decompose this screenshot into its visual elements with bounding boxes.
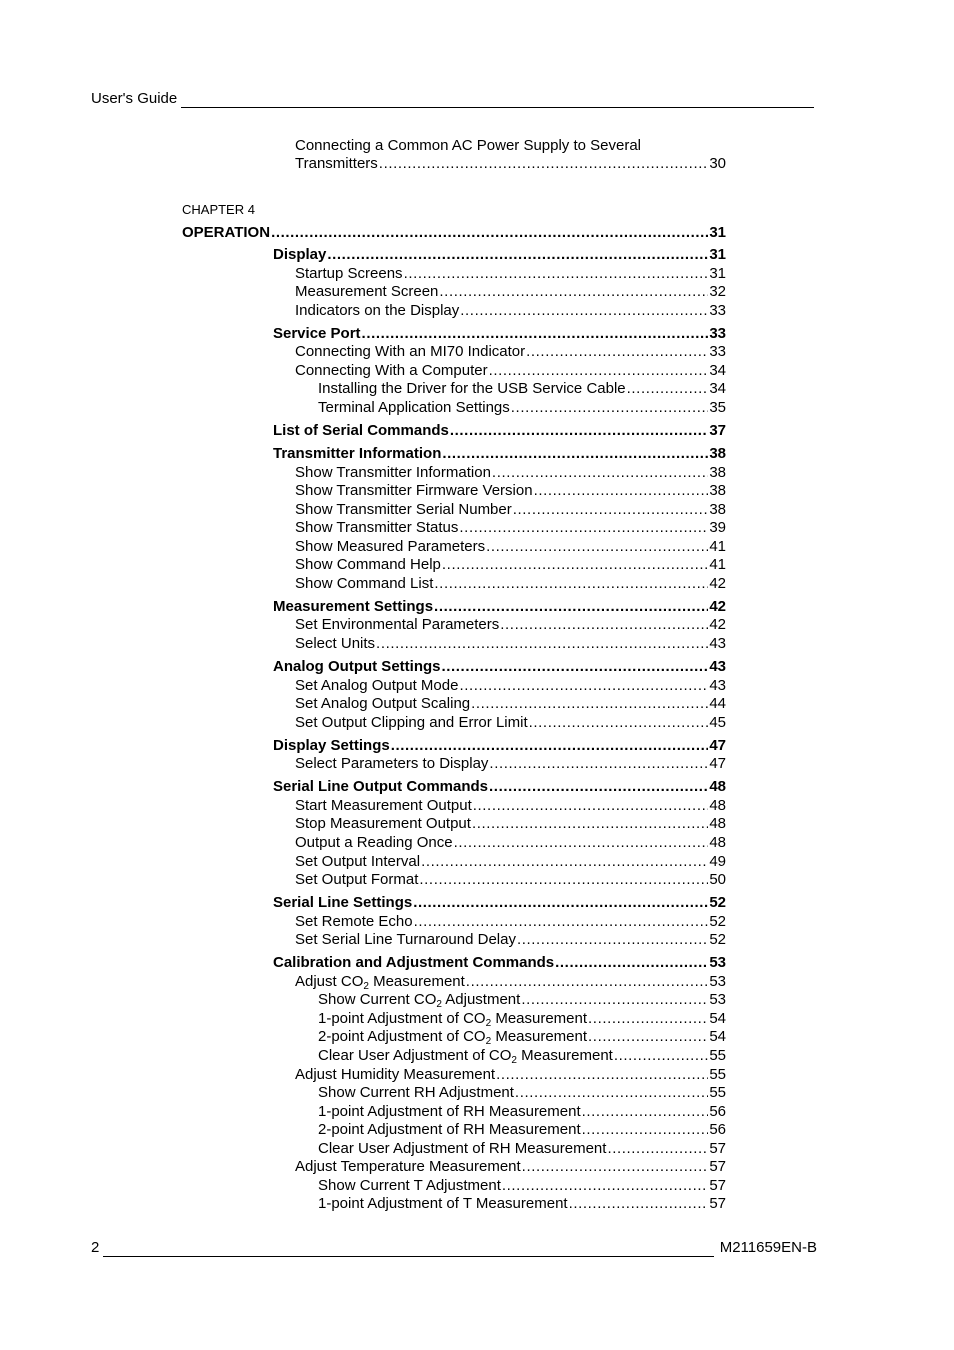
dot-leader <box>489 755 708 773</box>
toc-entry[interactable] <box>273 422 726 440</box>
dot-leader <box>529 714 709 732</box>
toc-entry[interactable] <box>273 737 726 755</box>
chapter-title-entry[interactable] <box>182 224 726 242</box>
toc-entry-title: Set Environmental Parameters <box>295 616 500 633</box>
header-title: User's Guide <box>91 90 178 107</box>
toc-entry-title: 2-point Adjustment of RH Measurement <box>318 1121 581 1138</box>
toc-entry-title: Set Analog Output Mode <box>295 677 459 694</box>
toc-entry[interactable] <box>318 1028 726 1046</box>
toc-entry[interactable] <box>318 1084 726 1102</box>
toc-entry-title: Display <box>273 246 327 263</box>
dot-leader <box>502 1177 708 1195</box>
dot-leader <box>327 246 708 264</box>
dot-leader <box>434 575 708 593</box>
toc-entry-title: Measurement Screen <box>295 283 439 300</box>
dot-leader <box>588 1010 708 1028</box>
toc-entry[interactable] <box>318 1177 726 1195</box>
dot-leader <box>486 538 708 556</box>
toc-page-number: 31 <box>709 265 726 282</box>
dot-leader <box>442 445 708 463</box>
toc-page-number: 55 <box>709 1047 726 1064</box>
toc-entry[interactable] <box>295 797 726 815</box>
toc-entry[interactable] <box>273 246 726 264</box>
toc-entry[interactable] <box>295 931 726 949</box>
toc-page-number: 31 <box>709 224 726 241</box>
toc-page-number: 50 <box>709 871 726 888</box>
toc-entry[interactable] <box>295 343 726 361</box>
toc-entry[interactable] <box>295 362 726 380</box>
toc-page-number: 56 <box>709 1121 726 1138</box>
toc-page-number: 33 <box>709 302 726 319</box>
toc-entry-title: Display Settings <box>273 737 390 754</box>
toc-entry[interactable] <box>295 714 726 732</box>
toc-page-number: 42 <box>709 616 726 633</box>
toc-entry[interactable] <box>295 815 726 833</box>
dot-leader <box>404 265 709 283</box>
toc-entry-title: Show Transmitter Information <box>295 464 491 481</box>
dot-leader <box>450 422 708 440</box>
dot-leader <box>362 325 709 343</box>
toc-entry[interactable] <box>273 658 726 676</box>
toc-page-number: 57 <box>709 1177 726 1194</box>
toc-page-number: 47 <box>709 737 726 754</box>
toc-page-number: 34 <box>709 380 726 397</box>
toc-entry-title: Clear User Adjustment of RH Measurement <box>318 1140 607 1157</box>
page-header <box>91 90 814 108</box>
toc-page-number: 48 <box>709 778 726 795</box>
toc-page-number: 53 <box>709 973 726 990</box>
toc-page-number: 45 <box>709 714 726 731</box>
toc-entry-title: Show Current RH Adjustment <box>318 1084 514 1101</box>
toc-entry-title: Show Command Help <box>295 556 441 573</box>
dot-leader <box>569 1195 709 1213</box>
toc-entry[interactable] <box>273 445 726 463</box>
toc-entry-title: Set Output Format <box>295 871 419 888</box>
toc-page-number: 31 <box>709 246 726 263</box>
toc-page-number: 44 <box>709 695 726 712</box>
toc-page-number: 35 <box>709 399 726 416</box>
toc-entry[interactable] <box>295 265 726 283</box>
toc-entry-title: Adjust $CO_2$ Measurement <box>295 973 465 992</box>
toc-entry-title: Select Parameters to Display <box>295 755 489 772</box>
dot-leader <box>627 380 709 398</box>
toc-entry-title: Connecting With a Computer <box>295 362 488 379</box>
toc-entry-title: Show Current T Adjustment <box>318 1177 501 1194</box>
toc-entry[interactable] <box>273 954 726 972</box>
dot-leader <box>459 519 708 537</box>
dot-leader <box>515 1084 708 1102</box>
toc-page-number: 52 <box>709 894 726 911</box>
dot-leader <box>379 155 709 173</box>
toc-entry[interactable] <box>318 380 726 398</box>
dot-leader <box>555 954 708 972</box>
toc-entry-title: 1-point Adjustment of $CO_2$ Measurement <box>318 1010 588 1029</box>
toc-entry-title: 1-point Adjustment of T Measurement <box>318 1195 568 1212</box>
toc-entry[interactable] <box>295 464 726 482</box>
dot-leader <box>454 834 709 852</box>
toc-page-number: 57 <box>709 1158 726 1175</box>
footer-rule <box>103 1242 713 1257</box>
toc-entry-title: Calibration and Adjustment Commands <box>273 954 555 971</box>
dot-leader <box>471 695 708 713</box>
toc-entry-title: Installing the Driver for the USB Service Cable <box>318 380 626 397</box>
toc-entry[interactable] <box>318 1195 726 1213</box>
chapter-title: OPERATION <box>182 224 271 241</box>
toc-entry-title: List of Serial Commands <box>273 422 449 439</box>
dot-leader <box>421 853 708 871</box>
dot-leader <box>413 894 708 912</box>
toc-page-number: 57 <box>709 1140 726 1157</box>
toc-entry[interactable] <box>295 616 726 634</box>
toc-entry[interactable] <box>295 556 726 574</box>
toc-entry-title: Show Transmitter Firmware Version <box>295 482 533 499</box>
toc-page-number: 38 <box>709 482 726 499</box>
toc-entry[interactable] <box>318 1047 726 1065</box>
dot-leader <box>607 1140 708 1158</box>
toc-entry[interactable] <box>295 482 726 500</box>
toc-page-number: 48 <box>709 834 726 851</box>
dot-leader <box>534 482 709 500</box>
toc-page-number: 47 <box>709 755 726 772</box>
dot-leader <box>442 556 708 574</box>
toc-page-number: 53 <box>709 991 726 1008</box>
toc-entry-title: Set Output Clipping and Error Limit <box>295 714 528 731</box>
toc-page-number: 38 <box>709 501 726 518</box>
toc-page-number: 39 <box>709 519 726 536</box>
dot-leader <box>517 931 708 949</box>
toc-page-number: 43 <box>709 635 726 652</box>
toc-entry-title: Adjust Humidity Measurement <box>295 1066 496 1083</box>
toc-page-number: 38 <box>709 464 726 481</box>
toc-entry[interactable] <box>295 755 726 773</box>
toc-entry[interactable] <box>295 834 726 852</box>
toc-entry[interactable] <box>273 894 726 912</box>
dot-leader <box>460 302 708 320</box>
toc-page-number: 49 <box>709 853 726 870</box>
toc-entry-title: Startup Screens <box>295 265 403 282</box>
toc-entry[interactable] <box>295 575 726 593</box>
toc-entry[interactable] <box>295 677 726 695</box>
toc-entry-title: Set Analog Output Scaling <box>295 695 471 712</box>
toc-entry[interactable] <box>295 635 726 653</box>
toc-page-number: 54 <box>709 1028 726 1045</box>
toc-entry-title: Show Command List <box>295 575 434 592</box>
toc-entry-title: Connecting With an MI70 Indicator <box>295 343 526 360</box>
toc-page-number: 42 <box>709 575 726 592</box>
toc-entry[interactable] <box>295 853 726 871</box>
toc-entry-title: Set Output Interval <box>295 853 421 870</box>
toc-entry-title: 1-point Adjustment of RH Measurement <box>318 1103 581 1120</box>
toc-page-number: 56 <box>709 1103 726 1120</box>
toc-entry[interactable] <box>318 1103 726 1121</box>
dot-leader <box>466 973 709 991</box>
dot-leader <box>521 991 708 1009</box>
toc-page-number: 52 <box>709 931 726 948</box>
toc-entry-title: Stop Measurement Output <box>295 815 471 832</box>
toc-entry-title: Output a Reading Once <box>295 834 453 851</box>
dot-leader <box>582 1121 709 1139</box>
toc-entry-title: Set Remote Echo <box>295 913 413 930</box>
dot-leader <box>582 1103 709 1121</box>
toc-entry-title: Transmitters <box>295 155 378 172</box>
dot-leader <box>513 501 709 519</box>
toc-page-number: 33 <box>709 325 726 342</box>
toc-page-number: 33 <box>709 343 726 360</box>
toc-page-number: 41 <box>709 556 726 573</box>
page-footer <box>91 1239 817 1257</box>
dot-leader <box>419 871 708 889</box>
toc-page-number: 54 <box>709 1010 726 1027</box>
toc-entry-title: Indicators on the Display <box>295 302 460 319</box>
dot-leader <box>500 616 708 634</box>
toc-page-number: 52 <box>709 913 726 930</box>
toc-entry-title: Serial Line Output Commands <box>273 778 489 795</box>
toc-page-number: 30 <box>709 155 726 172</box>
toc-entry-title: 2-point Adjustment of $CO_2$ Measurement <box>318 1028 588 1047</box>
dot-leader <box>489 778 708 796</box>
toc-page-number: 55 <box>709 1066 726 1083</box>
toc-entry-title: Show Transmitter Serial Number <box>295 501 512 518</box>
toc-entry-title: Adjust Temperature Measurement <box>295 1158 521 1175</box>
toc-entry-title: Start Measurement Output <box>295 797 472 814</box>
toc-entry[interactable] <box>295 283 726 301</box>
dot-leader <box>496 1066 708 1084</box>
continued-entry[interactable] <box>295 155 726 173</box>
toc-entry-title: Transmitter Information <box>273 445 442 462</box>
toc-entry-title: Analog Output Settings <box>273 658 441 675</box>
header-rule <box>181 93 814 108</box>
toc-entry-title: Measurement Settings <box>273 598 434 615</box>
toc-page-number: 43 <box>709 658 726 675</box>
toc-page-number: 32 <box>709 283 726 300</box>
toc-page-number: 42 <box>709 598 726 615</box>
toc-entry[interactable] <box>295 913 726 931</box>
toc-page-number: 48 <box>709 815 726 832</box>
toc-page-number: 38 <box>709 445 726 462</box>
dot-leader <box>414 913 709 931</box>
dot-leader <box>511 399 709 417</box>
toc-entry-title: Select Units <box>295 635 376 652</box>
toc-entry[interactable] <box>295 695 726 713</box>
toc-entry-title: Serial Line Settings <box>273 894 413 911</box>
toc-entry-title: Service Port <box>273 325 361 342</box>
toc-page-number: 41 <box>709 538 726 555</box>
toc-entry-title: Clear User Adjustment of $CO_2$ Measurement <box>318 1047 613 1066</box>
dot-leader <box>492 464 708 482</box>
toc-page-number: 53 <box>709 954 726 971</box>
dot-leader <box>522 1158 709 1176</box>
toc-entry[interactable] <box>295 538 726 556</box>
toc-entry-title: Show Current $CO_2$ Adjustment <box>318 991 521 1010</box>
toc-entry-title: Show Transmitter Status <box>295 519 459 536</box>
toc-page-number: 48 <box>709 797 726 814</box>
toc-entry[interactable] <box>273 325 726 343</box>
continued-entry-line1[interactable]: Connecting a Common AC Power Supply to Several <box>295 137 642 154</box>
toc-page-number: 43 <box>709 677 726 694</box>
dot-leader <box>588 1028 708 1046</box>
toc-entry[interactable] <box>273 778 726 796</box>
toc-entry[interactable] <box>295 1066 726 1084</box>
toc-page-number: 37 <box>709 422 726 439</box>
chapter-label: CHAPTER 4 <box>182 202 255 217</box>
dot-leader <box>271 224 708 242</box>
dot-leader <box>526 343 708 361</box>
dot-leader <box>614 1047 708 1065</box>
toc-entry[interactable] <box>295 973 726 991</box>
dot-leader <box>376 635 708 653</box>
toc-page-number: 34 <box>709 362 726 379</box>
toc-entry[interactable] <box>295 871 726 889</box>
toc-entry-title: Set Serial Line Turnaround Delay <box>295 931 516 948</box>
toc-entry[interactable] <box>318 1140 726 1158</box>
toc-entry-title: Show Measured Parameters <box>295 538 486 555</box>
dot-leader <box>472 815 708 833</box>
dot-leader <box>459 677 708 695</box>
toc-entry[interactable] <box>318 991 726 1009</box>
dot-leader <box>489 362 709 380</box>
toc-entry[interactable] <box>318 1010 726 1028</box>
toc-page-number: 57 <box>709 1195 726 1212</box>
toc-entry[interactable] <box>273 598 726 616</box>
footer-page-number: 2 <box>91 1239 100 1256</box>
dot-leader <box>473 797 709 815</box>
toc-entry[interactable] <box>318 1121 726 1139</box>
toc-entry[interactable] <box>295 519 726 537</box>
toc-entry[interactable] <box>295 302 726 320</box>
toc-page-number: 55 <box>709 1084 726 1101</box>
toc-entry[interactable] <box>295 501 726 519</box>
footer-doc-id: M211659EN-B <box>719 1239 817 1256</box>
dot-leader <box>439 283 708 301</box>
dot-leader <box>391 737 709 755</box>
dot-leader <box>441 658 708 676</box>
toc-entry[interactable] <box>318 399 726 417</box>
dot-leader <box>434 598 708 616</box>
toc-entry-title: Terminal Application Settings <box>318 399 510 416</box>
toc-entry[interactable] <box>295 1158 726 1176</box>
